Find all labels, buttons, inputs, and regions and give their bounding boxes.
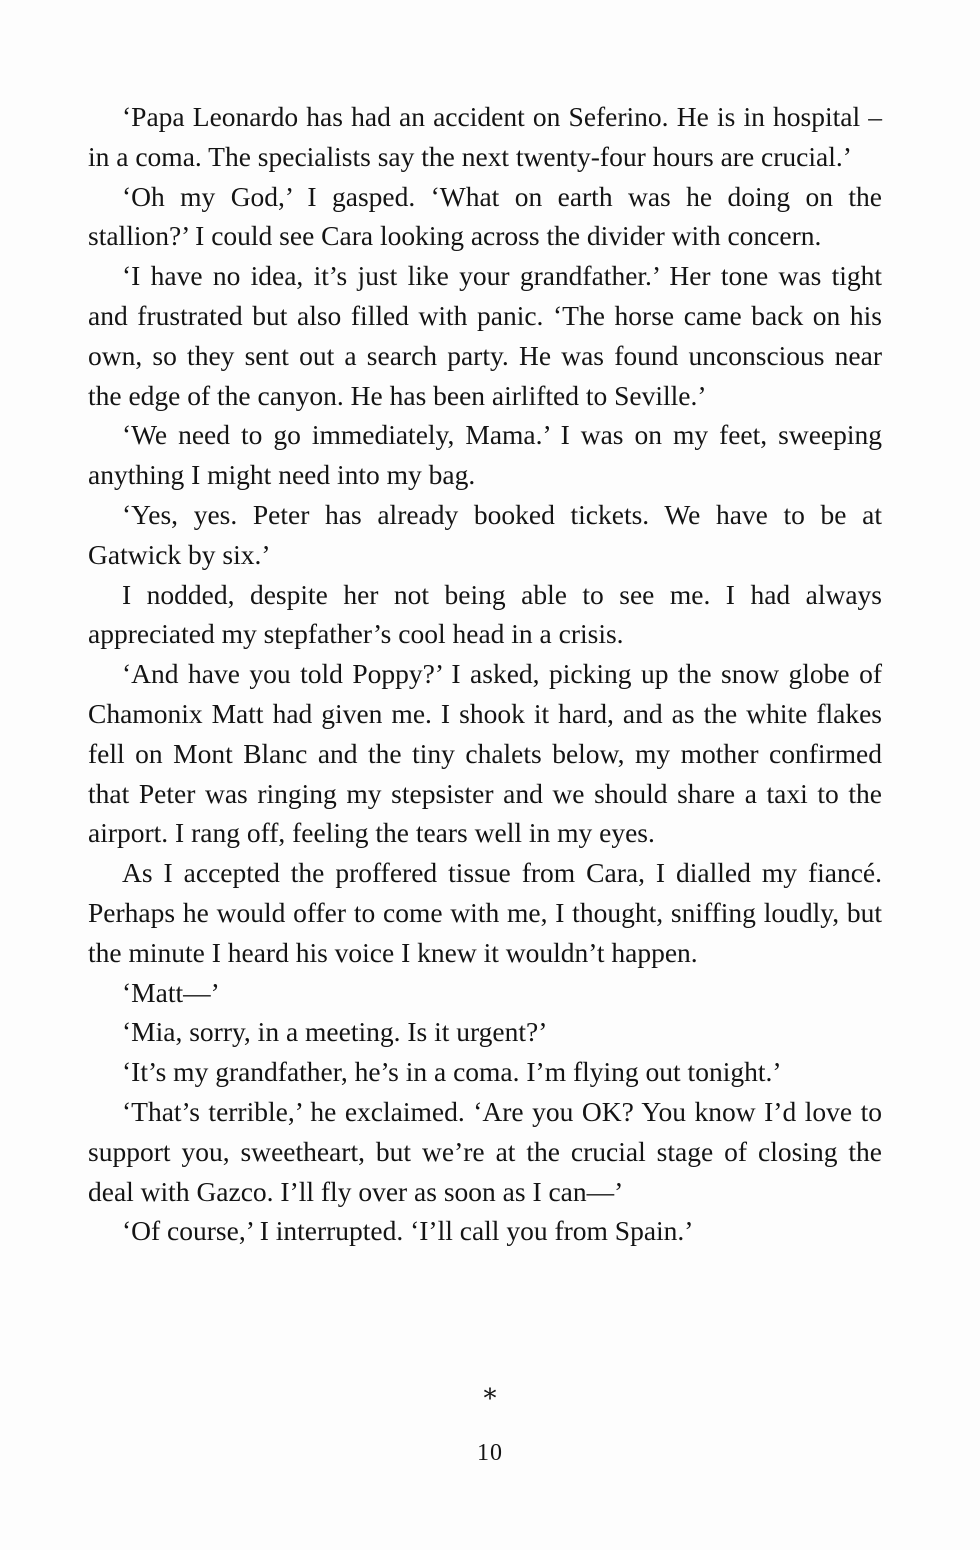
paragraph-4: ‘We need to go immediately, Mama.’ I was on my feet, sweeping anything I might need into my bag.: [88, 419, 882, 491]
paragraph-8: As I accepted the proffered tissue from Cara, I dialled my fiancé. Perhaps he would offer to come with me, I thought, sniffing loudly, but the minute I heard his voice I knew it wouldn’t happen.: [88, 857, 882, 968]
paragraph-6: I nodded, despite her not being able to see me. I had always appreciated my stepfather’s cool head in a crisis.: [88, 578, 882, 650]
paragraph-10: ‘Mia, sorry, in a meeting. Is it urgent?’: [122, 1016, 548, 1048]
paragraph-3: ‘I have no idea, it’s just like your grandfather.’ Her tone was tight and frustrated but also filled with panic. ‘The horse came back on his own, so they sent out a search party. He was found unconscious near the edge of the canyon. He has been airlifted to Seville.’: [88, 260, 882, 411]
paragraph-9: ‘Matt—’: [122, 976, 220, 1008]
paragraph-12: ‘That’s terrible,’ he exclaimed. ‘Are you OK? You know I’d love to support you, sweetheart, but we’re at the crucial stage of closing the deal with Gazco. I’ll fly over as soon as I can—’: [88, 1095, 882, 1207]
page-number: 10: [477, 1440, 503, 1466]
body-text: [88, 97, 882, 1251]
paragraph-13: ‘Of course,’ I interrupted. ‘I’ll call you from Spain.’: [122, 1215, 694, 1247]
paragraph-5: ‘Yes, yes. Peter has already booked tickets. We have to be at Gatwick by six.’: [88, 498, 882, 570]
section-break: *: [483, 1384, 497, 1414]
paragraph-2: ‘Oh my God,’ I gasped. ‘What on earth was he doing on the stallion?’ I could see Cara looking across the divider with concern.: [88, 180, 882, 252]
paragraph-1: ‘Papa Leonardo has had an accident on Seferino. He is in hospital – in a coma. The specialists say the next twenty-four hours are crucial.’: [88, 101, 882, 172]
paragraph-7: ‘And have you told Poppy?’ I asked, picking up the snow globe of Chamonix Matt had given me. I shook it hard, and as the white flakes fell on Mont Blanc and the tiny chalets below, my mother confirmed that Peter was ringing my stepsister and we should share a taxi to the airport. I rang off, feeling the tears well in my eyes.: [88, 658, 882, 849]
paragraph-11: ‘It’s my grandfather, he’s in a coma. I’m flying out tonight.’: [122, 1056, 782, 1088]
